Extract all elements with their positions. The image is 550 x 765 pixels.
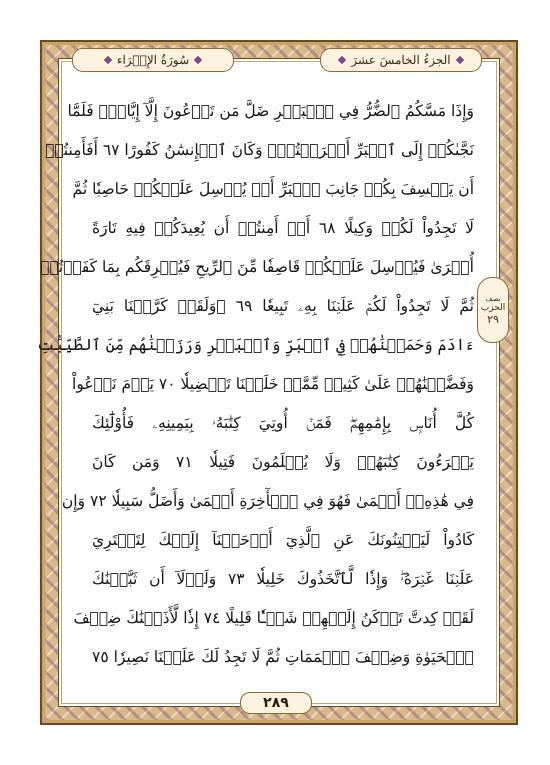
- ornament-icon: [455, 56, 463, 64]
- juz-title: الجزءُ الخامسَ عشرَ: [351, 53, 451, 67]
- hizb-marker: [477, 277, 509, 343]
- hizb-fraction-label: نصف: [485, 294, 501, 303]
- text-line-9: كُلَّ أُنَاسِۭ بِإِمَٰمِهِمۡۖ فَمَنۡ أُوتِيَ كِتَٰبَهُۥ بِيَمِينِهِۦ فَأُوْلَٰٓئِكَ: [92, 414, 474, 432]
- hizb-number: ٢٩: [487, 312, 499, 326]
- text-line-6: ثُمَّ لَا تَجِدُواْ لَكُمۡ عَلَيۡنَا بِهِۦ تَبِيعٗا ٦٩ ۞وَلَقَدۡ كَرَّمۡنَا بَنِيٓ: [92, 297, 474, 315]
- text-line-15: ٱلۡحَيَوٰةِ وَضِعۡفَ ٱلۡمَمَاتِ ثُمَّ لَا تَجِدُ لَكَ عَلَيۡنَا نَصِيرٗا ٧٥: [92, 648, 474, 666]
- page-number: ٢٨٩: [240, 692, 312, 714]
- text-line-10: يَقۡرَءُونَ كِتَٰبَهُمۡ وَلَا يُظۡلَمُونَ فَتِيلٗا ٧١ وَمَن كَانَ: [92, 453, 474, 471]
- text-line-4: لَا تَجِدُواْ لَكُمۡ وَكِيلًا ٦٨ أَمۡ أَمِنتُمۡ أَن يُعِيدَكُمۡ فِيهِ تَارَةً: [92, 219, 474, 237]
- juz-header: [320, 48, 482, 72]
- ornament-icon: [194, 56, 202, 64]
- text-line-14: لَقَدۡ كِدتَّ تَرۡكَنُ إِلَيۡهِمۡ شَيۡـٔٗا قَلِيلًا ٧٤ إِذٗا لَّأَذَقۡنَٰكَ ضِعۡفَ: [73, 609, 474, 627]
- ornament-icon: [104, 56, 112, 64]
- surah-title: سُورَةُ الإِسۡرَاء: [116, 53, 190, 67]
- hizb-label: الحزب: [480, 302, 506, 313]
- text-line-5: أُخۡرَىٰ فَيُرۡسِلَ عَلَيۡكُمۡ قَاصِفٗا مِّنَ ٱلرِّيحِ فَيُغۡرِقَكُم بِمَا كَفَرۡتُمۡ: [40, 258, 474, 276]
- text-line-11: فِي هَٰذِهِۦٓ أَعۡمَىٰ فَهُوَ فِي ٱلۡأٓخِرَةِ أَعۡمَىٰ وَأَضَلُّ سَبِيلٗا ٧٢ وَإِن: [61, 492, 474, 510]
- text-line-2: نَجَّىٰكُمۡ إِلَى ٱلۡبَرِّ أَعۡرَضۡتُمۡۚ وَكَانَ ٱلۡإِنسَٰنُ كَفُورًا ٦٧ أَفَأَمِنتُمۡ: [45, 141, 474, 159]
- text-line-12: كَادُواْ لَيَفۡتِنُونَكَ عَنِ ٱلَّذِيٓ أَوۡحَيۡنَآ إِلَيۡكَ لِتَفۡتَرِيَ: [92, 531, 474, 549]
- surah-header: [72, 48, 234, 72]
- text-line-8: وَفَضَّلۡنَٰهُمۡ عَلَىٰ كَثِيرٖ مِّمَّنۡ خَلَقۡنَا تَفۡضِيلٗا ٧٠ يَوۡمَ نَدۡعُواْ: [72, 375, 474, 393]
- text-line-1: وَإِذَا مَسَّكُمُ ٱلضُّرُّ فِي ٱلۡبَحۡرِ ضَلَّ مَن تَدۡعُونَ إِلَّآ إِيَّاهُۖ فَلَمَّا: [67, 102, 474, 120]
- ornament-icon: [338, 56, 346, 64]
- text-line-7: ءَادَمَ وَحَمَلۡنَٰهُمۡ فِي ٱلۡبَرِّ وَٱلۡبَحۡرِ وَرَزَقۡنَٰهُم مِّنَ ٱلطَّيِّبَٰتِ: [37, 336, 474, 354]
- text-line-3: أَن يَخۡسِفَ بِكُمۡ جَانِبَ ٱلۡبَرِّ أَوۡ يُرۡسِلَ عَلَيۡكُمۡ حَاصِبٗا ثُمَّ: [72, 180, 474, 198]
- text-line-13: عَلَيۡنَا غَيۡرَهُۥۖ وَإِذٗا لَّٱتَّخَذُوكَ خَلِيلٗا ٧٣ وَلَوۡلَآ أَن ثَبَّتۡنَٰكَ: [92, 570, 474, 588]
- quran-text-block: [37, 92, 474, 686]
